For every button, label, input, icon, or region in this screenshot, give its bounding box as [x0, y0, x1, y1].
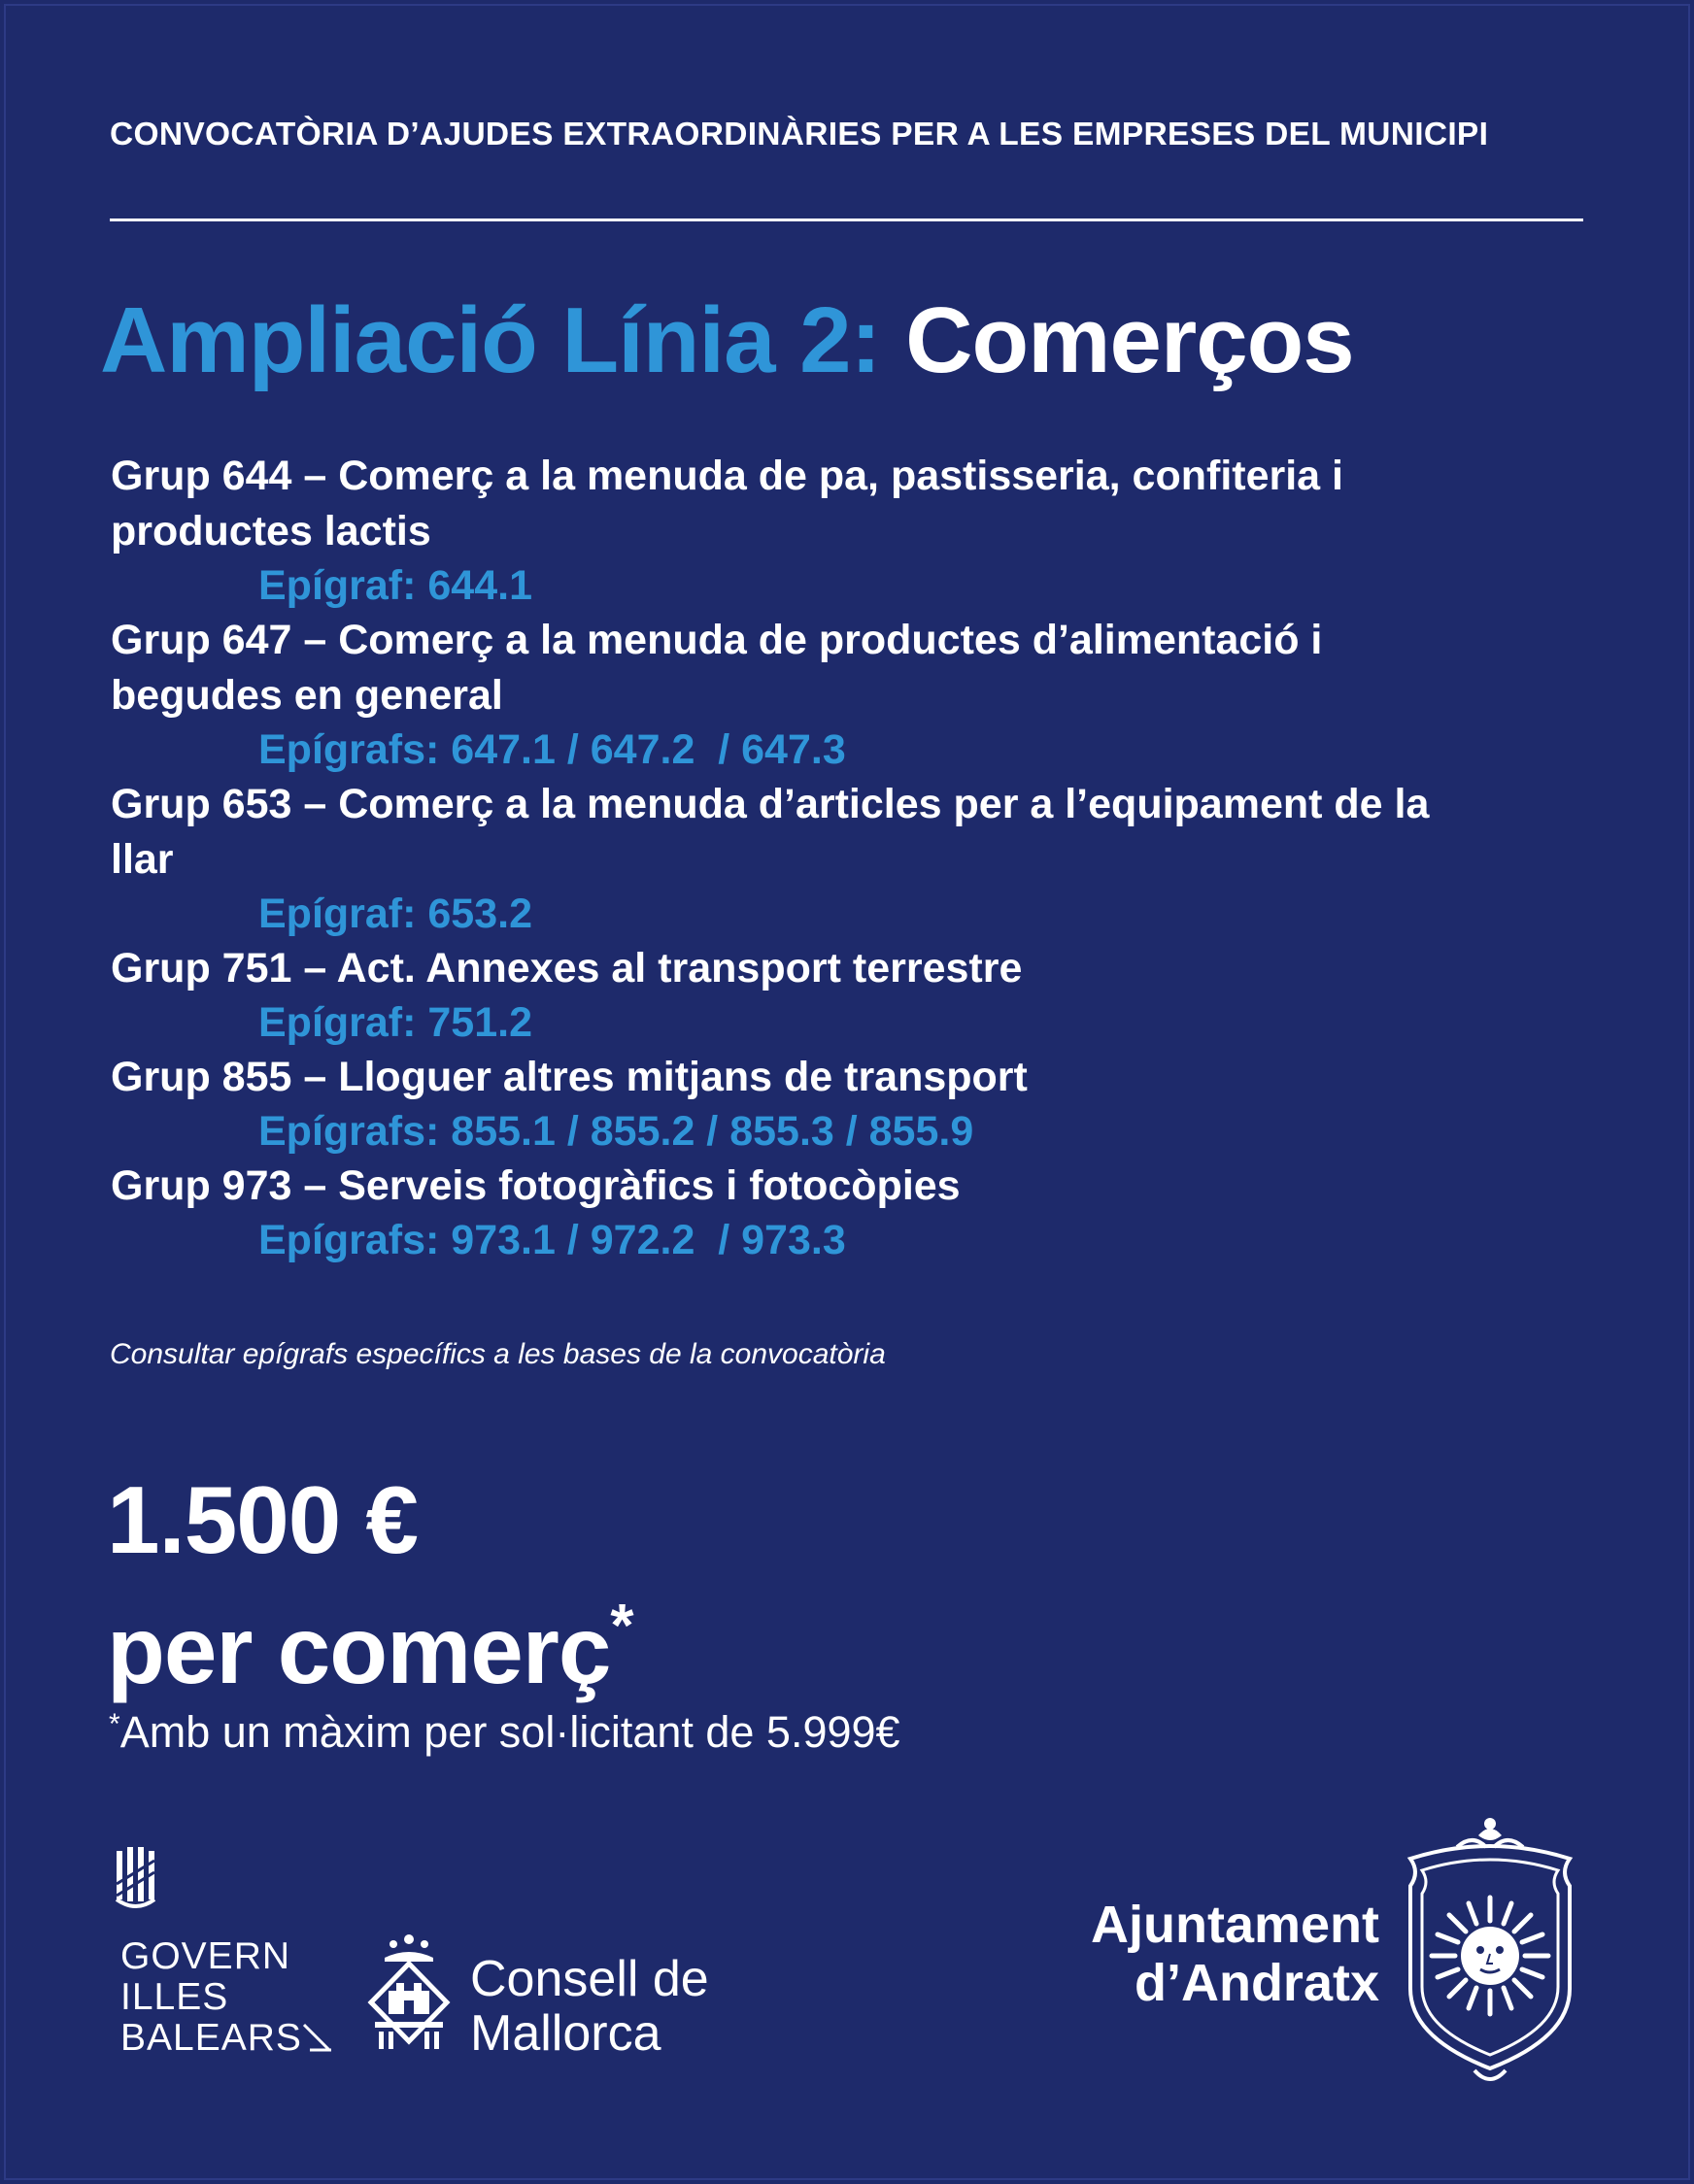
title-accent: Ampliació Línia 2:: [100, 288, 881, 392]
group-name-continued: begudes en general: [111, 672, 503, 719]
govern-line-3-text: BALEARS: [120, 2017, 302, 2059]
group-name-continued: productes lactis: [111, 508, 431, 554]
group-name: Grup 647 – Comerç a la menuda de productes d’alimentació i: [111, 617, 1323, 663]
group-name: Grup 644 – Comerç a la menuda de pa, pastisseria, confiteria i: [111, 453, 1343, 499]
group-epigraf: Epígraf: 653.2: [258, 890, 532, 937]
group-name: Grup 855 – Lloguer altres mitjans de transport: [111, 1054, 1028, 1100]
consell-line-1: Consell de: [470, 1951, 709, 2007]
amount-per: [107, 1573, 633, 1703]
epigraf-note: Consultar epígrafs específics a les bases de la convocatòria: [110, 1338, 886, 1370]
page-title: [100, 287, 1354, 394]
group-epigraf: Epígrafs: 647.1 / 647.2 / 647.3: [258, 726, 846, 773]
group-name: Grup 751 – Act. Annexes al transport terrestre: [111, 945, 1023, 991]
ajuntament-line-1: Ajuntament: [1091, 1896, 1379, 1954]
group-name: Grup 973 – Serveis fotogràfics i fotocòpies: [111, 1162, 961, 1209]
aid-amount: [107, 1466, 633, 1703]
amount-asterisk: *: [610, 1593, 633, 1660]
group-item: [111, 1050, 1587, 1159]
header-divider: [110, 218, 1583, 221]
ajuntament-logo-text: [1059, 1896, 1379, 2012]
govern-logo-icon: [115, 1845, 163, 1918]
group-item: [111, 1159, 1587, 1267]
group-item: [111, 777, 1587, 941]
backslash-icon: [302, 2021, 333, 2054]
govern-line-2: ILLES: [120, 1976, 229, 2018]
ajuntament-line-2: d’Andratx: [1134, 1954, 1379, 2012]
group-name: Grup 653 – Comerç a la menuda d’articles per a l’equipament de la: [111, 781, 1430, 827]
group-item: [111, 941, 1587, 1050]
govern-line-3: [120, 2018, 333, 2059]
group-epigraf: Epígraf: 644.1: [258, 562, 532, 609]
consell-line-2: Mallorca: [470, 2005, 661, 2062]
group-item: [111, 613, 1587, 777]
max-text: Amb un màxim per sol·licitant de 5.999€: [119, 1707, 900, 1757]
amount-per-text: per comerç: [107, 1596, 611, 1703]
govern-logo-text: [120, 1936, 333, 2059]
group-epigraf: Epígrafs: 973.1 / 972.2 / 973.3: [258, 1217, 846, 1263]
consell-emblem-icon: [367, 1932, 451, 2058]
govern-line-1: GOVERN: [120, 1935, 291, 1977]
consell-logo-text: [470, 1952, 709, 2061]
group-epigraf: Epígraf: 751.2: [258, 999, 532, 1046]
header-title: CONVOCATÒRIA D’AJUDES EXTRAORDINÀRIES PER A LES EMPRESES DEL MUNICIPI: [110, 117, 1489, 152]
group-epigraf: Epígrafs: 855.1 / 855.2 / 855.3 / 855.9: [258, 1108, 974, 1155]
amount-value: 1.500 €: [107, 1466, 418, 1573]
group-item: [111, 449, 1587, 613]
max-asterisk: *: [109, 1708, 120, 1740]
group-list: [111, 449, 1587, 1267]
max-note: [109, 1707, 900, 1758]
title-main: Comerços: [905, 288, 1354, 392]
group-name-continued: llar: [111, 836, 174, 883]
andratx-shield-icon: [1389, 1814, 1591, 2091]
